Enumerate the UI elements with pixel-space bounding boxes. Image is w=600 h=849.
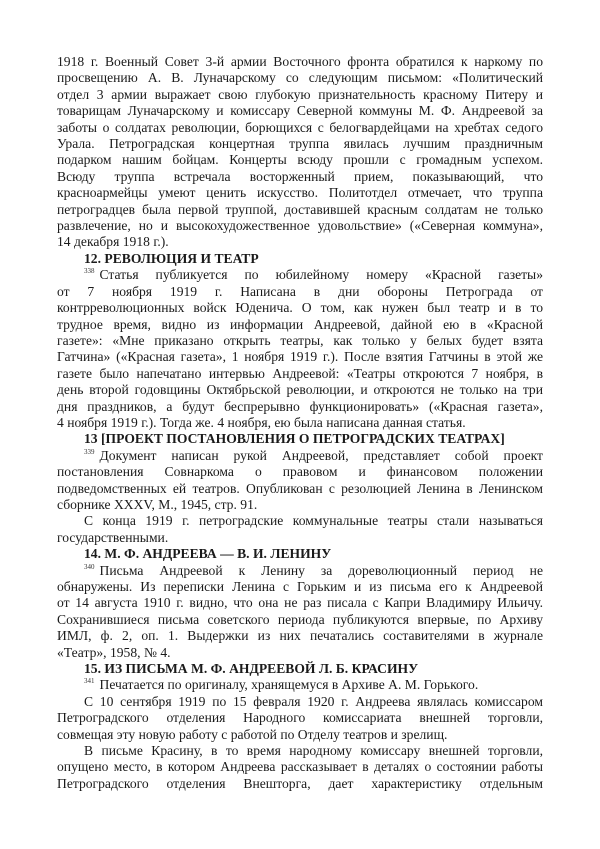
line-text: день второй годовщины Октябрьской революции, и откроются не только на три [57, 382, 543, 398]
line-text: Урала. Петроградская концертная труппа явилась лучшим праздничным [57, 136, 543, 152]
line-text: заботы о солдатах революции, борющихся с белогвардейцами на хребтах седого [57, 119, 543, 135]
line-text: газете было напечатано интервью Андреевой: «Театры откроются 7 ноября, в [57, 365, 543, 381]
line-text: просвещению А. В. Луначарскому со следующим письмом: «Политический [57, 70, 543, 86]
line-text: обнаружены. Из переписки Ленина с Горьким и из письма его к Андреевой [57, 579, 543, 594]
text-line [57, 694, 543, 710]
text-line [57, 415, 543, 431]
text-line [57, 284, 543, 300]
line-text: ИМЛ, ф. 2, оп. 1. Выдержки из них печатались составителями в журнале [57, 628, 543, 644]
text-line [57, 169, 543, 185]
text-line [57, 743, 543, 759]
paragraph [57, 743, 543, 792]
text-line [57, 349, 543, 365]
text-line [57, 710, 543, 726]
text-line [57, 579, 543, 595]
line-text: петроградцев была первой труппой, доставившей красным солдатам не только [57, 201, 543, 217]
line-text: совмещая эту новую работу с работой по Отделу театров и зрелищ. [57, 726, 448, 742]
text-line [57, 54, 543, 70]
line-text: газете»: «Мне приказано открыть театры, как только у белых будет взята [57, 332, 543, 348]
line-text: постановления Совнаркома о правовом и финансовом положении [57, 464, 543, 480]
footnote-paragraph [57, 677, 543, 693]
line-text: от 14 августа 1910 г. видно, что она не раз писала с Капри Владимиру Ильичу. [57, 595, 543, 611]
text-line [57, 300, 543, 316]
line-text: подарком нашим бойцам. Концерты всюду прошли с громадным успехом. [57, 152, 543, 168]
text-line [57, 677, 543, 693]
line-text: 1918 г. Военный Совет 3-й армии Восточного фронта обратился к наркому по [57, 54, 543, 69]
paragraph [57, 513, 543, 546]
line-text: опущено место, в котором Андреева рассказывает в деталях о состоянии работы [57, 759, 543, 775]
text-line [57, 234, 543, 250]
line-text: государственными. [57, 529, 169, 545]
text-line [57, 120, 543, 136]
text-line [57, 202, 543, 218]
text-line [57, 218, 543, 234]
section-heading: 13 [ПРОЕКТ ПОСТАНОВЛЕНИЯ О ПЕТРОГРАДСКИХ ТЕАТРАХ] [84, 431, 505, 447]
document-page [57, 54, 543, 792]
text-line [57, 530, 543, 546]
line-text: Петроградского отделения Внешторга, дает характеристику отдельным [57, 775, 543, 791]
text-line [57, 333, 543, 349]
line-text: контрреволюционных войск Юденича. О том, как нужен был театр и в то [57, 300, 543, 316]
text-line [57, 185, 543, 201]
line-text: дня праздников, а будут беспрерывно функционировать» («Красная газета», [57, 398, 543, 414]
line-text: Всюду труппа встречала восторженный прием, показывающий, что [57, 168, 543, 184]
text-line [57, 776, 543, 792]
footnote-number: 338 [84, 267, 95, 276]
text-line [57, 513, 543, 529]
text-line [57, 645, 543, 661]
footnote-number: 341 [84, 677, 95, 686]
footnote-paragraph [57, 563, 543, 661]
line-text: Сохранившиеся письма советского периода публикуются впервые, по Архиву [57, 611, 543, 627]
line-text: Печатается по оригиналу, хранящемуся в Архиве А. М. Горького. [99, 677, 479, 693]
footnote-paragraph [57, 267, 543, 431]
line-text: от 7 ноября 1919 г. Написана в дни обороны Петрограда от [57, 283, 543, 299]
text-line [57, 317, 543, 333]
paragraph [57, 54, 543, 251]
line-text: развлечение, но и высокохудожественное удовольствие» («Северная коммуна», [57, 218, 543, 234]
line-text: Гатчина» («Красная газета», 1 ноября 1919 г.). После взятия Гатчины в этой же [57, 349, 543, 365]
line-text: С 10 сентября 1919 по 15 февраля 1920 г. Андреева являлась комиссаром [84, 693, 543, 709]
line-text: подведомственных ей театров. Опубликован с резолюцией Ленина в Ленинском [57, 480, 543, 496]
text-line [57, 136, 543, 152]
line-text: товарищам Луначарскому и комиссару Северной коммуны М. Ф. Андреевой за [57, 103, 543, 119]
text-line [57, 70, 543, 86]
text-line [57, 267, 543, 283]
text-line [57, 152, 543, 168]
section-heading: 12. РЕВОЛЮЦИЯ И ТЕАТР [84, 250, 259, 266]
line-text: В письме Красину, в то время народному комиссару внешней торговли, [84, 743, 543, 759]
line-text: Статья публикуется по юбилейному номеру «Красной газеты» [99, 267, 543, 283]
line-text: С конца 1919 г. петроградские коммунальные театры стали называться [84, 513, 543, 529]
text-line [57, 87, 543, 103]
line-text: Письма Андреевой к Ленину за дореволюционный период не [99, 562, 543, 578]
text-line [57, 595, 543, 611]
paragraph [57, 694, 543, 743]
footnote-number: 340 [84, 562, 95, 571]
text-line [57, 563, 543, 579]
text-line [57, 628, 543, 644]
footnote-number: 339 [84, 447, 95, 456]
line-text: Документ написан рукой Андреевой, представляет собой проект [99, 447, 543, 463]
line-text: отдел 3 армии выражает свою глубокую признательность красному Питеру и [57, 86, 543, 102]
section-heading: 15. ИЗ ПИСЬМА М. Ф. АНДРЕЕВОЙ Л. Б. КРАСИНУ [84, 661, 419, 677]
text-line [57, 366, 543, 382]
line-text: трудное время, видно из информации Андреевой, дайной ею в «Красной [57, 316, 543, 332]
section-heading: 14. М. Ф. АНДРЕЕВА — В. И. ЛЕНИНУ [84, 546, 332, 562]
line-text: «Театр», 1958, № 4. [57, 644, 171, 660]
text-line [57, 464, 543, 480]
line-text: 4 ноября 1919 г.). Тогда же. 4 ноября, ею была написана данная статья. [57, 414, 466, 430]
line-text: 14 декабря 1918 г.). [57, 234, 169, 250]
text-line [57, 759, 543, 775]
text-line [57, 481, 543, 497]
text-line [57, 448, 543, 464]
text-line [57, 497, 543, 513]
text-line [57, 727, 543, 743]
text-line [57, 103, 543, 119]
line-text: сборнике XXXV, М., 1945, стр. 91. [57, 496, 258, 512]
text-line [57, 382, 543, 398]
line-text: красноармейцы умеют ценить искусство. Политотдел отмечает, что труппа [57, 185, 543, 201]
text-line [57, 612, 543, 628]
text-line [57, 399, 543, 415]
line-text: Петроградского отделения Народного комиссариата внешней торговли, [57, 710, 543, 726]
footnote-paragraph [57, 448, 543, 514]
